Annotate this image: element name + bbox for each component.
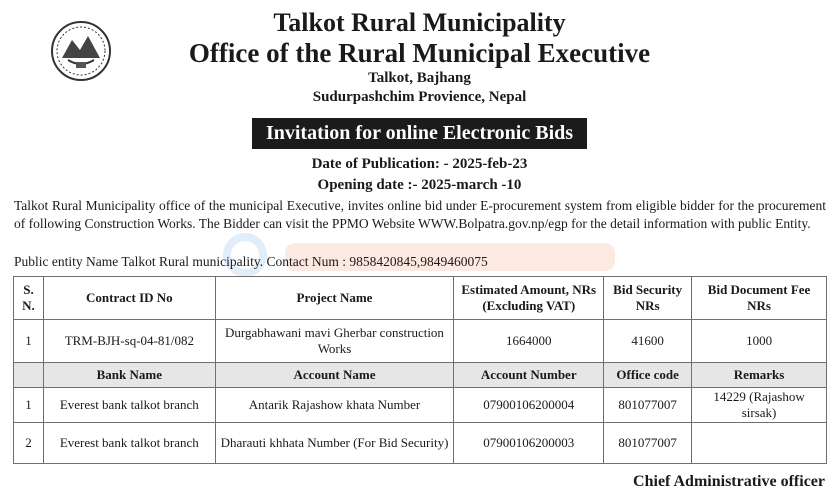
opening-date: Opening date :- 2025-march -10 [317,177,522,193]
cell-fee: 1000 [692,320,827,363]
publication-date: Date of Publication: - 2025-feb-23 [311,156,528,172]
cell-sn: 1 [14,320,44,363]
cell-sn: 2 [14,423,44,464]
cell-project-name: Durgabhawani mavi Gherbar construction Works [215,320,454,363]
bank-header-row [14,363,827,388]
municipality-name: Talkot Rural Municipality [273,8,566,37]
cell-remarks [692,423,827,464]
office-name: Office of the Rural Municipal Executive [188,38,651,68]
cell-sn: 1 [14,388,44,423]
notice-title: Invitation for online Electronic Bids [252,118,587,149]
col-bid-fee: Bid Document Fee NRs [692,277,827,320]
col-bid-security: Bid Security NRs [604,277,692,320]
letterhead [0,8,839,107]
col-account-number: Account Number [454,363,604,388]
col-project-name: Project Name [215,277,454,320]
col-office-code: Office code [604,363,692,388]
col-estimated-amount: Estimated Amount, NRs (Excluding VAT) [454,277,604,320]
cell-contract-id: TRM-BJH-sq-04-81/082 [43,320,215,363]
address-line-1: Talkot, Bajhang [368,70,471,86]
intro-paragraph: Talkot Rural Municipality office of the municipal Executive, invites online bid under E-procurement system from eligible bidder for the procurement of following Construction Works. The Bidder can visit the PPMO Website WWW.Bolpatra.gov.np/egp for the detail information with public Entity. [14,198,826,231]
table-header-row [14,277,827,320]
bid-table [13,276,827,464]
cell-bank-name: Everest bank talkot branch [43,423,215,464]
cell-account-name: Antarik Rajashow khata Number [215,388,454,423]
banner-wrap [0,118,839,149]
cell-amount: 1664000 [454,320,604,363]
cell-bank-name: Everest bank talkot branch [43,388,215,423]
table-row [14,320,827,363]
cell-remarks: 14229 (Rajashow sirsak) [692,388,827,423]
table-row [14,388,827,423]
col-sn: S. N. [14,277,44,320]
cell-account-name: Dharauti khhata Number (For Bid Security) [215,423,454,464]
table-row [14,423,827,464]
col-remarks: Remarks [692,363,827,388]
col-bank-name: Bank Name [43,363,215,388]
contact-line: Public entity Name Talkot Rural municipality. Contact Num : 9858420845,9849460075 [14,254,488,269]
cell-security: 41600 [604,320,692,363]
col-account-name: Account Name [215,363,454,388]
col-contract-id: Contract ID No [43,277,215,320]
cell-account-number: 07900106200003 [454,423,604,464]
address-line-2: Sudurpashchim Provience, Nepal [312,89,527,105]
cell-account-number: 07900106200004 [454,388,604,423]
dates-block [0,154,839,196]
signatory-title: Chief Administrative officer [633,473,825,490]
col-blank [14,363,44,388]
cell-office-code: 801077007 [604,388,692,423]
cell-office-code: 801077007 [604,423,692,464]
